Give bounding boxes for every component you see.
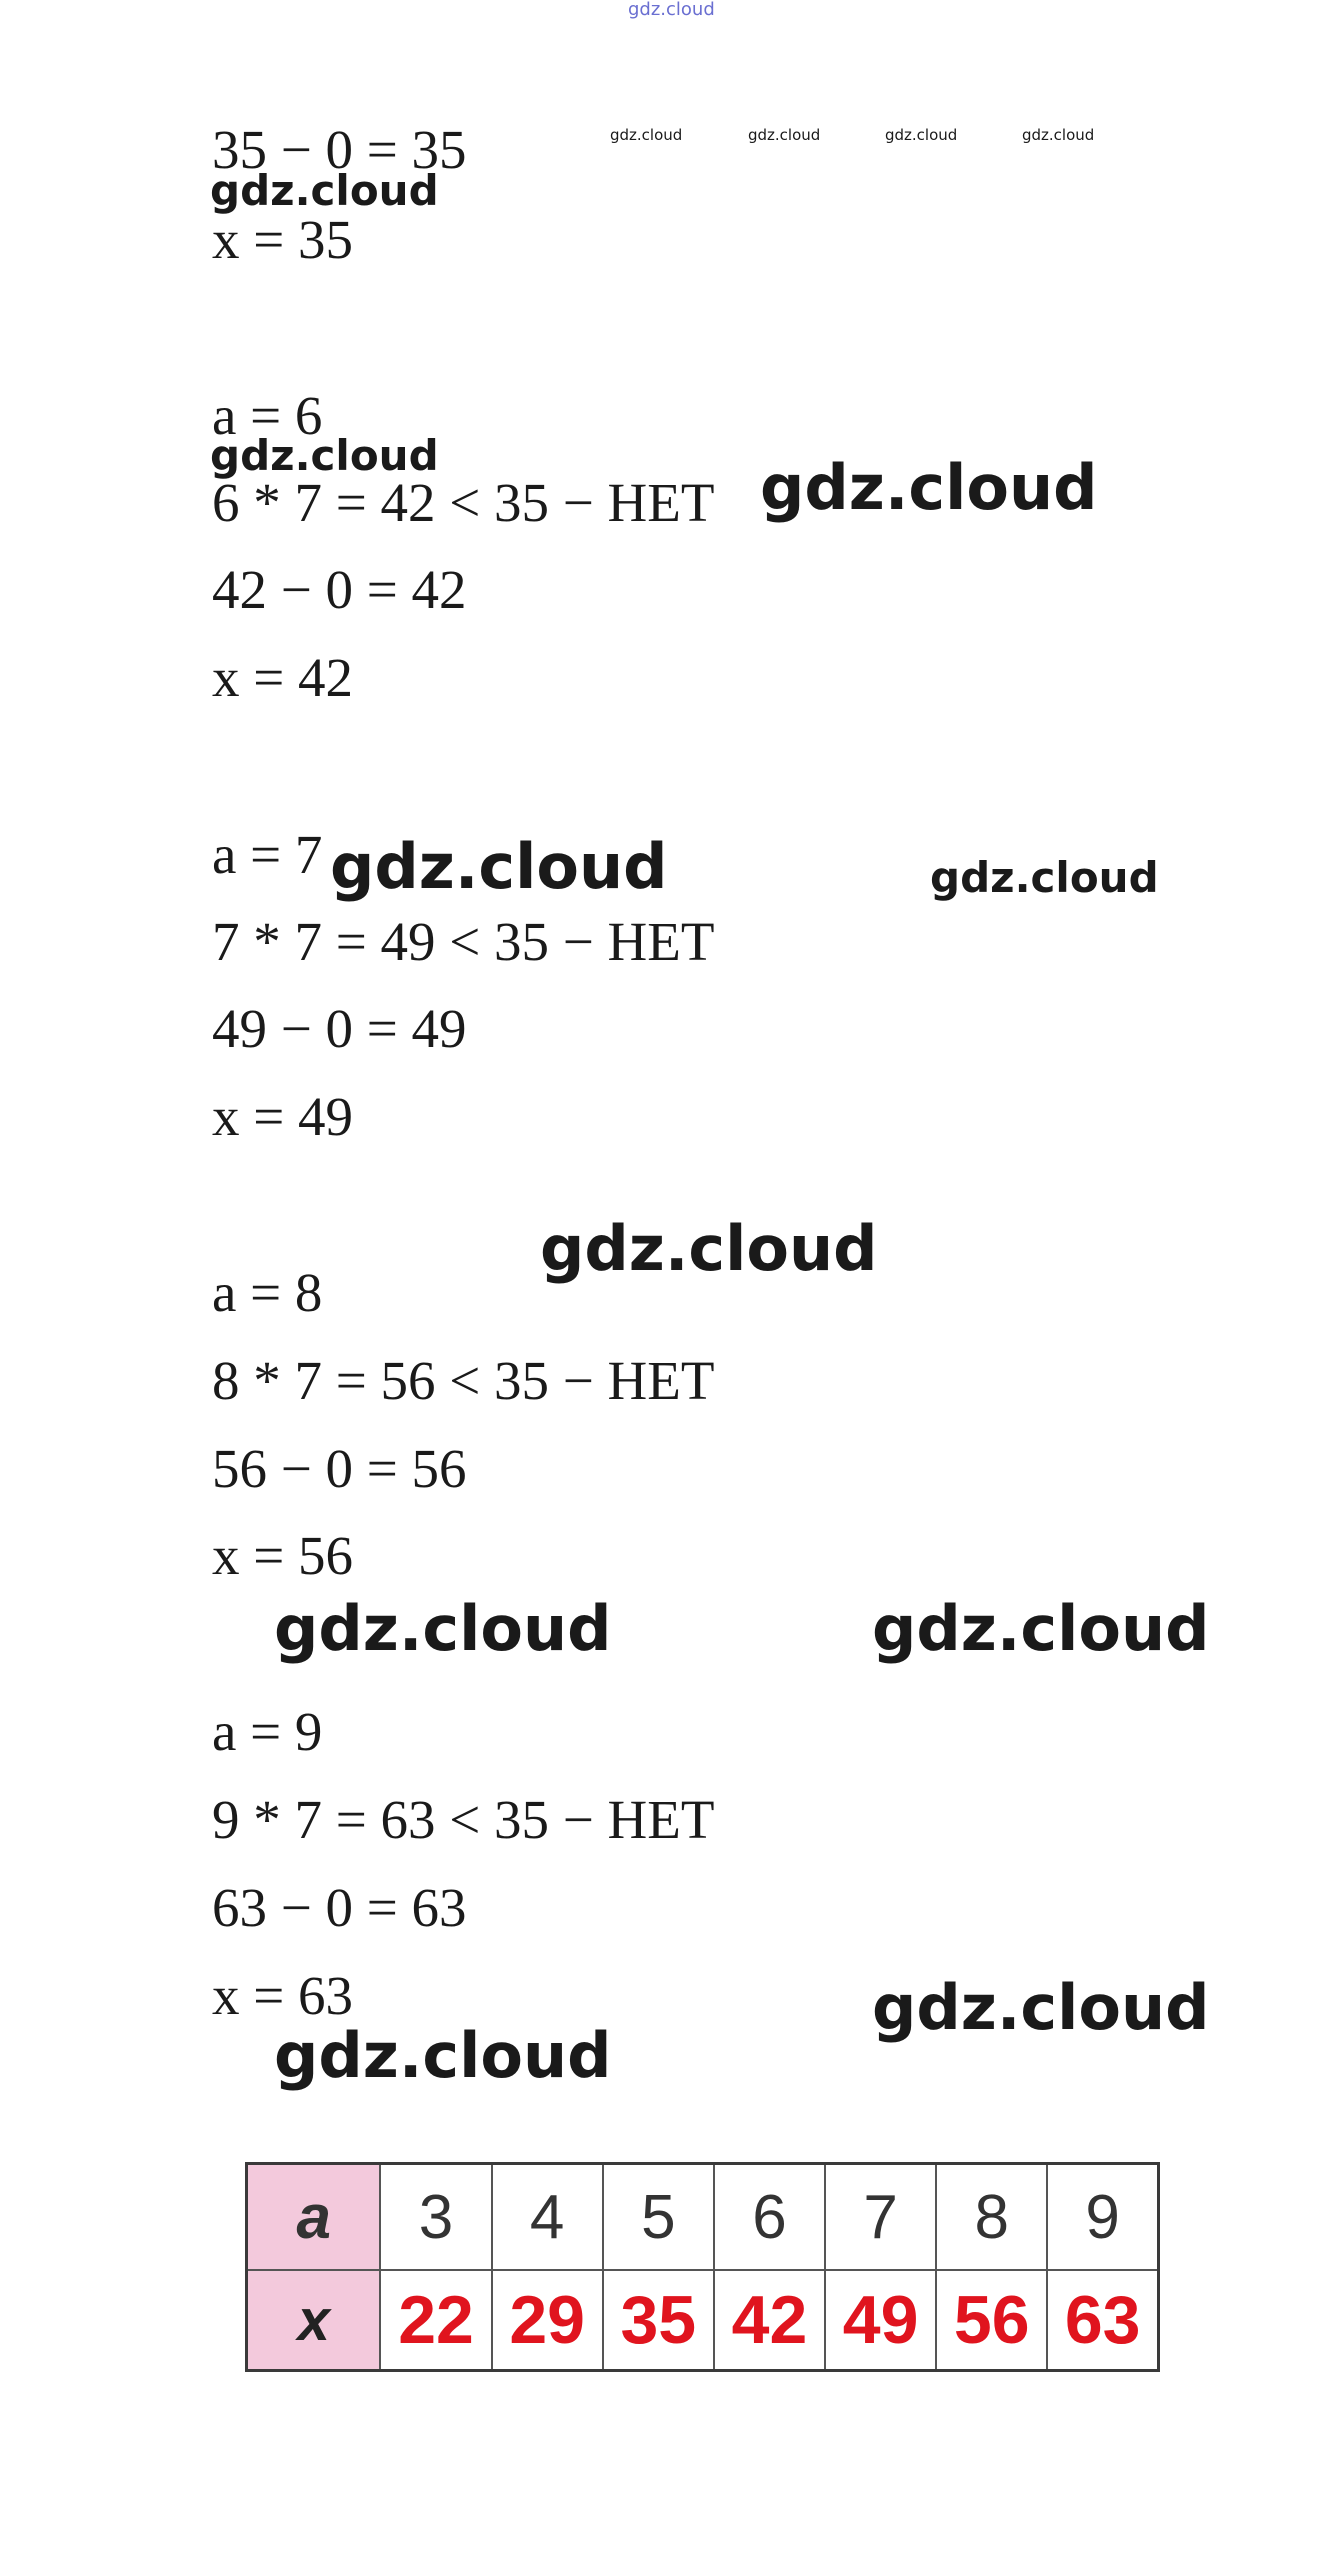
a-value-cell: 3 — [380, 2164, 491, 2271]
solution-line: 7 * 7 = 49 < 35 − НЕТ — [212, 911, 715, 972]
solution-line: a = 7 — [212, 824, 323, 885]
a-value-cell: 7 — [825, 2164, 936, 2271]
table-row-a — [247, 2164, 1159, 2271]
watermark-9: gdz.cloud — [872, 1971, 1210, 2044]
a-value-cell: 9 — [1047, 2164, 1158, 2271]
watermark-5: gdz.cloud — [930, 853, 1159, 902]
solution-line: 63 − 0 = 63 — [212, 1877, 467, 1938]
x-value-cell: 63 — [1047, 2270, 1158, 2371]
solution-line: a = 9 — [212, 1701, 323, 1762]
solution-line: x = 49 — [212, 1086, 354, 1147]
solution-line: a = 6 — [212, 385, 323, 446]
solution-line: a = 8 — [212, 1262, 323, 1323]
x-value-cell: 56 — [936, 2270, 1047, 2371]
solution-line: x = 63 — [212, 1965, 354, 2026]
watermark-3: gdz.cloud — [760, 451, 1098, 524]
a-value-cell: 8 — [936, 2164, 1047, 2271]
solution-line: 35 − 0 = 35 — [212, 119, 467, 180]
watermark-4: gdz.cloud — [330, 830, 668, 903]
solution-line: x = 56 — [212, 1525, 354, 1586]
watermark-6: gdz.cloud — [540, 1212, 878, 1285]
watermark-1: gdz.cloud — [210, 166, 439, 215]
watermark-small-3: gdz.cloud — [885, 126, 958, 144]
answer-table — [245, 2162, 1160, 2372]
table-row-x — [247, 2270, 1159, 2371]
solution-line: 9 * 7 = 63 < 35 − НЕТ — [212, 1789, 715, 1850]
solution-line: 42 − 0 = 42 — [212, 559, 467, 620]
watermark-top: gdz.cloud — [628, 0, 715, 20]
a-value-cell: 5 — [603, 2164, 714, 2271]
x-value-cell: 42 — [714, 2270, 825, 2371]
row-label-x: x — [247, 2270, 381, 2371]
x-value-cell: 49 — [825, 2270, 936, 2371]
watermark-small-2: gdz.cloud — [748, 126, 821, 144]
solution-line: x = 42 — [212, 647, 354, 708]
watermark-8: gdz.cloud — [872, 1592, 1210, 1665]
x-value-cell: 29 — [492, 2270, 603, 2371]
x-value-cell: 22 — [380, 2270, 491, 2371]
watermark-7: gdz.cloud — [274, 1592, 612, 1665]
a-value-cell: 6 — [714, 2164, 825, 2271]
watermark-small-1: gdz.cloud — [610, 126, 683, 144]
solution-line: 8 * 7 = 56 < 35 − НЕТ — [212, 1350, 715, 1411]
solution-line: 6 * 7 = 42 < 35 − НЕТ — [212, 472, 715, 533]
solution-line: 56 − 0 = 56 — [212, 1438, 467, 1499]
watermark-2: gdz.cloud — [210, 431, 439, 480]
watermark-small-4: gdz.cloud — [1022, 126, 1095, 144]
a-value-cell: 4 — [492, 2164, 603, 2271]
solution-line: 49 − 0 = 49 — [212, 998, 467, 1059]
solution-line: x = 35 — [212, 209, 354, 270]
watermark-10: gdz.cloud — [274, 2019, 612, 2092]
x-value-cell: 35 — [603, 2270, 714, 2371]
row-label-a: a — [247, 2164, 381, 2271]
